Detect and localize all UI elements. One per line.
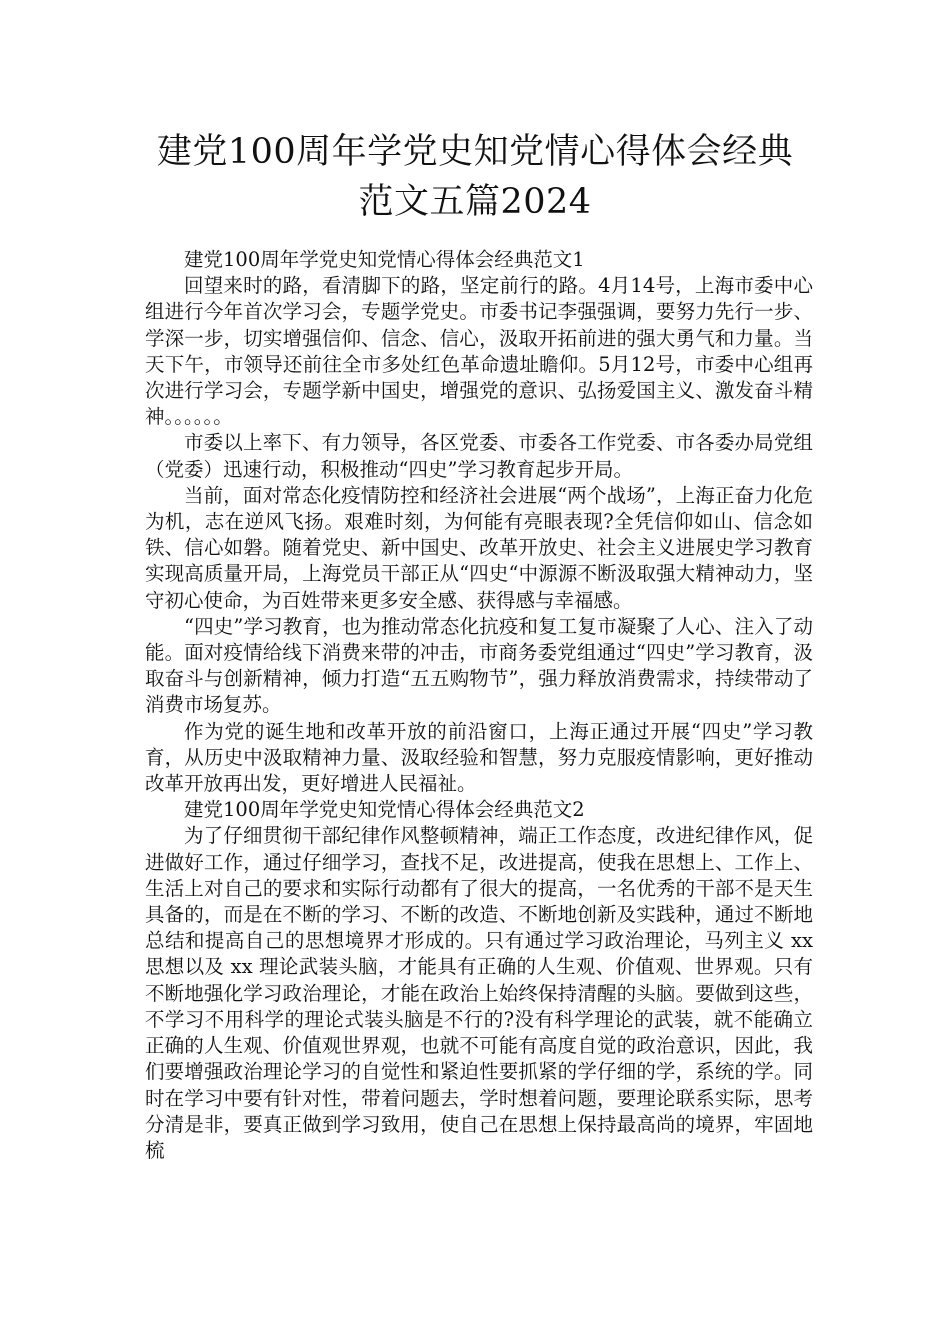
section-1-paragraph-2: 市委以上率下、有力领导，各区党委、市委各工作党委、市各委办局党组（党委）迅速行动，积极推动“四史”学习教育起步开局。 bbox=[145, 431, 813, 481]
document-title bbox=[120, 127, 830, 227]
section-1-paragraph-3: 当前，面对常态化疫情防控和经济社会进展“两个战场”，上海正奋力化危为机，志在逆风飞扬。艰难时刻，为何能有亮眼表现?全凭信仰如山、信念如铁、信心如磐。随着党史、新中国史、改革开放史、社会主义进展史学习教育实现高质量开局，上海党员干部正从“四史“中源源不断汲取强大精神动力，坚守初心使命，为百姓带来更多安全感、获得感与幸福感。 bbox=[145, 483, 813, 612]
title-line-2: 范文五篇2024 bbox=[358, 182, 592, 222]
document-body bbox=[145, 247, 813, 1164]
section-2-heading: 建党100周年学党史知党情心得体会经典范文2 bbox=[184, 798, 585, 822]
section-1-paragraph-4: “四史”学习教育，也为推动常态化抗疫和复工复市凝聚了人心、注入了动能。面对疫情给线下消费来带的冲击，市商务委党组通过“四史”学习教育，汲取奋斗与创新精神，倾力打造“五五购物节”，强力释放消费需求，持续带动了消费市场复苏。 bbox=[145, 614, 813, 717]
section-1-heading: 建党100周年学党史知党情心得体会经典范文1 bbox=[184, 248, 585, 271]
section-1-paragraph-1: 回望来时的路，看清脚下的路，坚定前行的路。4月14号，上海市委中心组进行今年首次学习会，专题学党史。市委书记李强强调，要努力先行一步、学深一步，切实增强信仰、信念、信心，汲取开拓前进的强大勇气和力量。当天下午，市领导还前往全市多处红色革命遗址瞻仰。5月12号，市委中心组再次进行学习会，专题学新中国史，增强党的意识、弘扬爱国主义、激发奋斗精神。。。。。。 bbox=[145, 274, 813, 429]
title-line-1: 建党100周年学党史知党情心得体会经典 bbox=[156, 132, 794, 172]
section-1-paragraph-5: 作为党的诞生地和改革开放的前沿窗口，上海正通过开展“四史”学习教育，从历史中汲取精神力量、汲取经验和智慧，努力克服疫情影响，更好推动改革开放再出发，更好增进人民福祉。 bbox=[145, 719, 813, 796]
section-2-paragraph-1: 为了仔细贯彻干部纪律作风整顿精神，端正工作态度，改进纪律作风，促进做好工作，通过仔细学习，查找不足，改进提高，使我在思想上、工作上、生活上对自己的要求和实际行动都有了很大的提高，一名优秀的干部不是天生具备的，而是在不断的学习、不断的改造、不断地创新及实践种，通过不断地总结和提高自己的思想境界才形成的。只有通过学习政治理论，马列主义 xx 思想以及 xx 理论武装头脑，才能具有正确的人生观、价值观、世界观。只有不断地强化学习政治理论，才能在政治上始终保持清醒的头脑。要做到这些，不学习不用科学的理论式装头脑是不行的?没有科学理论的武装，就不能确立正确的人生观、价值观世界观，也就不可能有高度自觉的政治意识，因此，我们要增强政治理论学习的自觉性和紧迫性要抓紧的学仔细的学，系统的学。同时在学习中要有针对性，带着问题去，学时想着问题，要理论联系实际，思考分清是非，要真正做到学习致用，使自己在思想上保持最高尚的境界，牢固地梳 bbox=[145, 824, 813, 1162]
